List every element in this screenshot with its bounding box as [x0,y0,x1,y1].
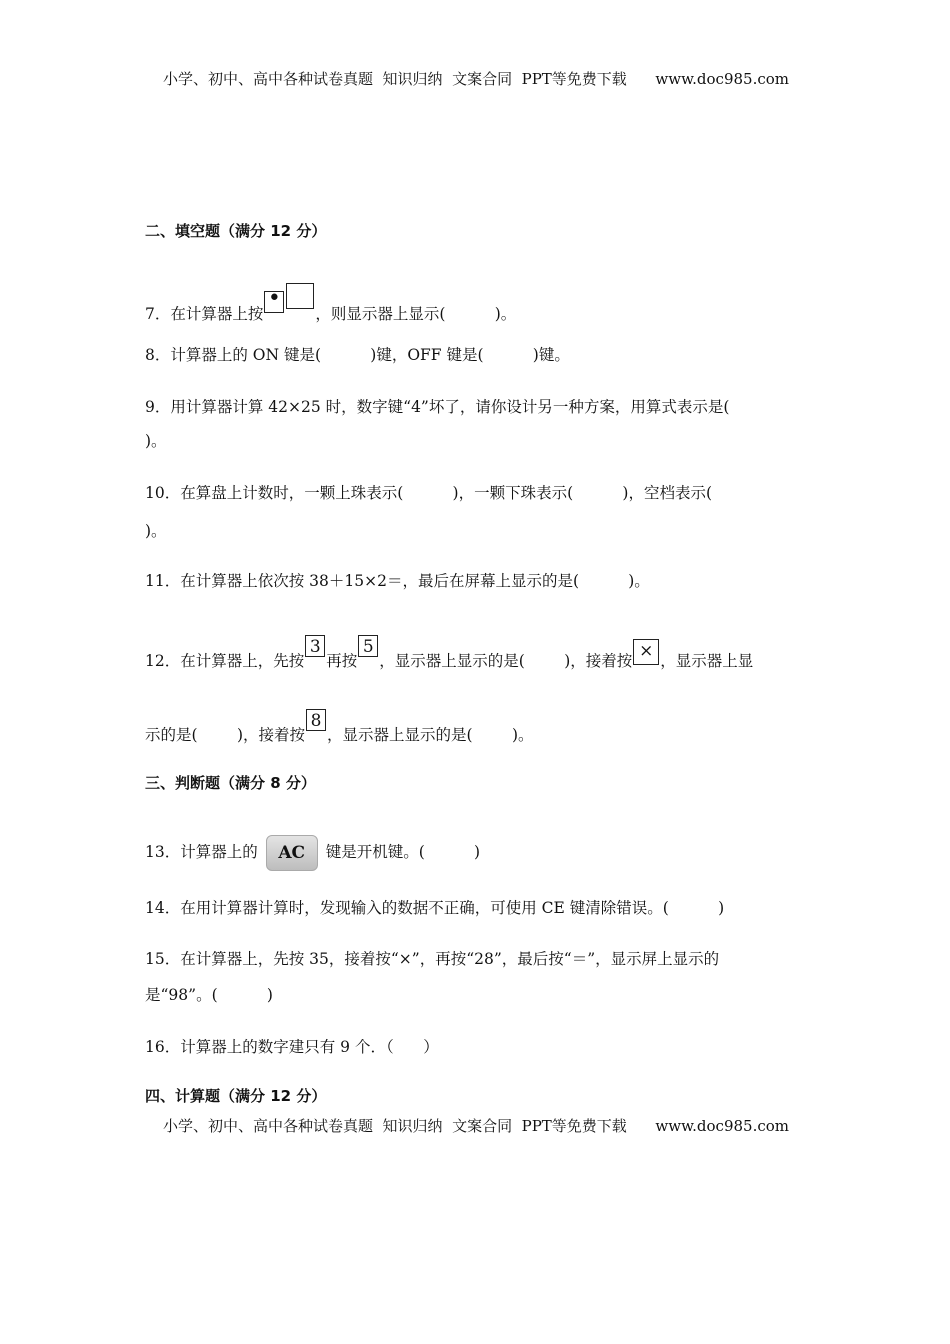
question-16: 16．计算器上的数字建只有 9 个．（ ） [145,1038,439,1056]
q12-text: 再按 [326,652,358,670]
question-12-line-2 [145,709,534,745]
key-multiply: × [633,639,659,665]
question-13 [145,835,480,871]
section-heading-fill-in: 二、填空题（满分 12 分） [145,222,327,240]
q13-text: 13．计算器上的 [145,843,258,861]
section-heading-true-false: 三、判断题（满分 8 分） [145,774,316,792]
q7-text: 7．在计算器上按 [145,305,264,323]
question-12-line-1 [145,635,753,671]
q12-text: 12．在计算器上，先按 [145,652,305,670]
question-15-line-2: 是“98”。( ) [145,986,273,1004]
key-5: 5 [358,635,378,657]
section-heading-calculation: 四、计算题（满分 12 分） [145,1087,327,1105]
key-decimal: • [264,291,284,313]
q12-text: ，显示器上显示的是( )。 [327,726,534,744]
question-15-line-1: 15．在计算器上，先按 35，接着按“×”，再按“28”，最后按“＝”，显示屏上显示的 [145,950,720,968]
footer-text: 小学、初中、高中各种试卷真题 知识归纳 文案合同 PPT等免费下载 [163,1117,627,1135]
page-header [163,69,789,89]
q7-text-2: ，则显示器上显示( )。 [315,305,517,323]
q12-text: ，显示器上显 [660,652,754,670]
question-8: 8．计算器上的 ON 键是( )键，OFF 键是( )键。 [145,346,570,364]
question-10-line-2: )。 [145,522,167,540]
question-10-line-1: 10．在算盘上计数时，一颗上珠表示( )，一颗下珠表示( )，空档表示( [145,484,713,502]
question-11: 11．在计算器上依次按 38＋15×2＝，最后在屏幕上显示的是( )。 [145,572,650,590]
header-url: www.doc985.com [655,70,790,88]
ac-key-image: AC [266,835,318,871]
key-blank [286,283,314,309]
question-9-line-2: )。 [145,432,167,450]
page-footer [163,1116,789,1136]
key-3: 3 [305,635,325,657]
q12-text: ，显示器上显示的是( )，接着按 [379,652,633,670]
footer-url: www.doc985.com [655,1117,790,1135]
question-14: 14．在用计算器计算时，发现输入的数据不正确，可使用 CE 键清除错误。( ) [145,899,725,917]
header-text: 小学、初中、高中各种试卷真题 知识归纳 文案合同 PPT等免费下载 [163,70,627,88]
question-7 [145,283,516,324]
key-8: 8 [306,709,326,731]
q13-text: 键是开机键。( ) [325,843,481,861]
question-9-line-1: 9．用计算器计算 42×25 时，数字键“4”坏了，请你设计另一种方案，用算式表示是( [145,398,730,416]
q12-text: 示的是( )，接着按 [145,726,306,744]
